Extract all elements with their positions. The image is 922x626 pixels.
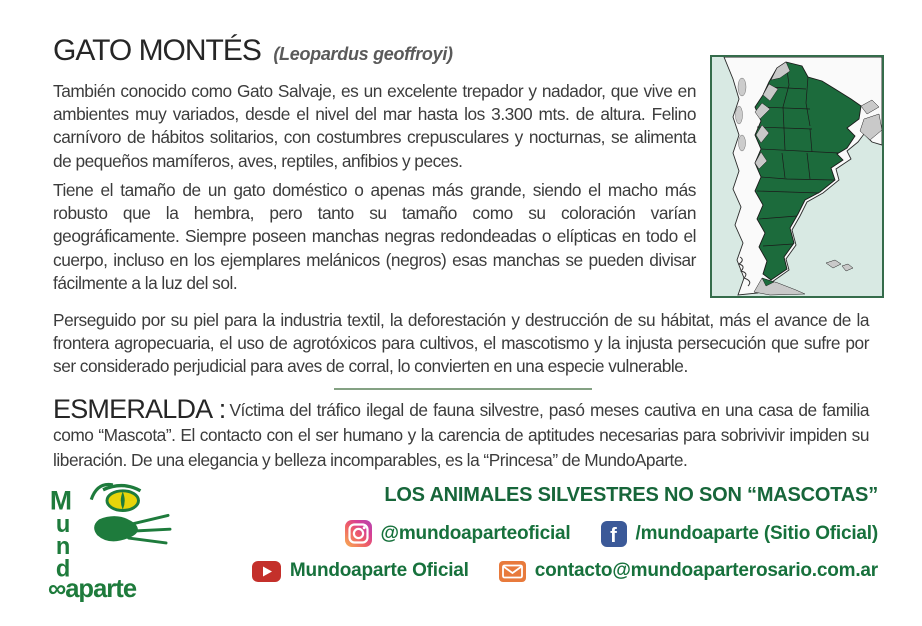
mundoaparte-logo [42,478,172,602]
esmeralda-paragraph [53,396,869,473]
section-divider [334,388,592,390]
logo-bottom-text: ∞aparte [47,575,137,602]
logo-letter-d: d [55,556,71,583]
page-title: GATO MONTÉS [53,34,261,67]
youtube-icon [252,561,281,582]
social-row-2 [252,560,878,582]
instagram-handle: @mundoaparteoficial [380,522,571,544]
facebook-handle: /mundoaparte (Sitio Oficial) [635,522,878,544]
email-address: contacto@mundoaparterosario.com.ar [534,560,878,581]
logo-letter-u: u [55,512,71,539]
map-graphic [712,57,882,296]
latin-name: (Leopardus geoffroyi) [273,44,453,64]
argentina-distribution-map [710,55,884,298]
facebook-icon: f [601,521,627,547]
paragraph-threats: Perseguido por su piel para la industria textil, la deforestación y destrucción de su hábitat, más el avance de la frontera agropecuaria, el uso de agrotóxicos para cultivos, el mascotismo y la injusta persecución que sufre por ser considerado perjudicial para aves de corral, lo convierten en una especie vulnerable. [53,310,869,377]
header [53,34,703,68]
footer-contact-block [252,484,878,582]
youtube-handle: Mundoaparte Oficial [289,560,469,581]
esmeralda-heading: ESMERALDA : [53,394,226,424]
youtube-link[interactable] [252,560,469,582]
email-link[interactable] [499,560,878,582]
instagram-icon [345,520,372,547]
logo-letter-n: n [55,533,71,560]
facebook-link[interactable] [601,521,878,547]
paragraph-description: Tiene el tamaño de un gato doméstico o apenas más grande, siendo el macho más robusto que la hembra, pero tanto su tamaño como su coloración varían geográficamente. Siempre poseen manchas negras redondeadas o elípticas en todo el cuerpo, incluso en los ejemplares melánicos (negros) esas manchas se pueden divisar fácilmente a la luz del sol. [53,180,696,293]
email-icon [499,561,526,582]
esmeralda-text: Víctima del tráfico ilegal de fauna silvestre, pasó meses cautiva en una casa de familia como “Mascota”. El contacto con el ser humano y la carencia de aptitudes necesarias para sobrivivir impiden su liberación. De una elegancia y belleza incomparables, es la “Princesa” de MundoAparte. [53,400,869,470]
logo-letter-m: M [49,485,73,516]
social-row-1 [345,520,878,547]
paragraph-habitat: También conocido como Gato Salvaje, es un excelente trepador y nadador, que vive en ambientes muy variados, desde el nivel del mar hasta los 3.300 mts. de altura. Felino carnívoro de hábitos solitarios, con costumbres crepusculares y nocturnas, se alimenta de pequeños mamíferos, aves, reptiles, anfibios y peces. [53,81,696,171]
slogan: LOS ANIMALES SILVESTRES NO SON “MASCOTAS” [384,484,878,506]
instagram-link[interactable] [345,520,571,547]
